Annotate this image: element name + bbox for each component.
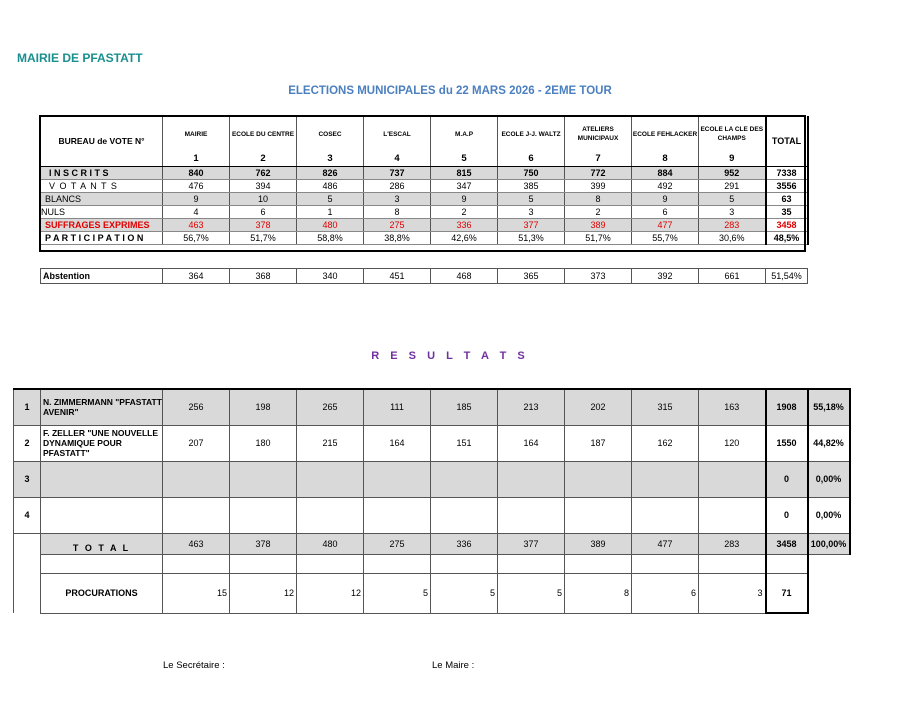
cell: 58,8%	[297, 232, 364, 245]
cell: 737	[364, 167, 431, 180]
col-header: ECOLE J-J. WALTZ	[498, 116, 565, 152]
cell: 207	[163, 425, 230, 461]
grand-total-percent: 100,00%	[808, 533, 850, 554]
row-total: 63	[766, 193, 808, 206]
table-row	[41, 180, 808, 193]
empty-cell	[632, 554, 699, 573]
col-header: MAIRIE	[163, 116, 230, 152]
cell: 336	[431, 533, 498, 554]
cell: 486	[297, 180, 364, 193]
election-title: ELECTIONS MUNICIPALES du 22 MARS 2026 - 2EME TOUR	[288, 85, 612, 97]
cell	[297, 461, 364, 497]
abstention-total: 51,54%	[766, 269, 808, 284]
procurations-total: 71	[766, 573, 808, 613]
cell: 10	[230, 193, 297, 206]
cell	[230, 497, 297, 533]
empty-cell	[699, 554, 766, 573]
list-total: 0	[766, 497, 808, 533]
row-label-votants: V O T A N T S	[41, 180, 163, 193]
cell: 884	[632, 167, 699, 180]
cell: 151	[431, 425, 498, 461]
list-percent: 0,00%	[808, 461, 850, 497]
cell: 51,7%	[565, 232, 632, 245]
cell: 213	[498, 389, 565, 425]
cell: 187	[565, 425, 632, 461]
col-header: ATELIERS MUNICIPAUX	[565, 116, 632, 152]
cell: 5	[297, 193, 364, 206]
cell: 198	[230, 389, 297, 425]
cell	[297, 497, 364, 533]
cell: 6	[632, 206, 699, 219]
cell: 164	[498, 425, 565, 461]
empty-cell	[163, 554, 230, 573]
procurations-label: PROCURATIONS	[41, 573, 163, 613]
cell: 3	[699, 206, 766, 219]
cell: 2	[565, 206, 632, 219]
cell: 762	[230, 167, 297, 180]
row-label-nuls: NULS	[41, 206, 163, 219]
empty-cell	[230, 554, 297, 573]
empty-cell	[808, 554, 850, 573]
secretaire-signature-label: Le Secrétaire :	[163, 660, 225, 671]
cell: 377	[498, 533, 565, 554]
cell: 120	[699, 425, 766, 461]
cell	[163, 497, 230, 533]
cell	[699, 461, 766, 497]
total-header: TOTAL	[766, 116, 808, 167]
col-header: M.A.P	[431, 116, 498, 152]
table-row	[14, 533, 850, 554]
cell: 389	[565, 533, 632, 554]
cell: 275	[364, 219, 431, 232]
list-name: F. ZELLER "UNE NOUVELLE DYNAMIQUE POUR PFASTATT"	[41, 425, 163, 461]
maire-signature-label: Le Maire :	[432, 660, 475, 671]
table-row	[41, 219, 808, 232]
cell: 56,7%	[163, 232, 230, 245]
table-row	[41, 269, 808, 284]
abstention-table	[40, 268, 808, 284]
cell: 275	[364, 533, 431, 554]
cell: 385	[498, 180, 565, 193]
bureau-number: 2	[230, 152, 297, 167]
cell: 256	[163, 389, 230, 425]
cell: 5	[498, 573, 565, 613]
bureau-number: 1	[163, 152, 230, 167]
cell: 12	[297, 573, 364, 613]
empty-cell	[431, 554, 498, 573]
bureau-number: 8	[632, 152, 699, 167]
table-row	[41, 167, 808, 180]
cell: 2	[431, 206, 498, 219]
cell: 477	[632, 219, 699, 232]
cell	[498, 461, 565, 497]
table-row	[14, 554, 850, 573]
row-total: 35	[766, 206, 808, 219]
list-index: 4	[14, 497, 41, 533]
cell: 394	[230, 180, 297, 193]
cell: 451	[364, 269, 431, 284]
cell: 826	[297, 167, 364, 180]
cell: 30,6%	[699, 232, 766, 245]
list-percent: 44,82%	[808, 425, 850, 461]
cell: 3	[699, 573, 766, 613]
row-label-participation: P A R T I C I P A T I O N	[41, 232, 163, 245]
col-header: COSEC	[297, 116, 364, 152]
cell: 6	[230, 206, 297, 219]
participation-table	[40, 116, 809, 245]
cell: 661	[699, 269, 766, 284]
cell: 468	[431, 269, 498, 284]
bureau-number: 6	[498, 152, 565, 167]
cell: 378	[230, 219, 297, 232]
cell: 952	[699, 167, 766, 180]
cell: 389	[565, 219, 632, 232]
cell: 291	[699, 180, 766, 193]
cell: 772	[565, 167, 632, 180]
row-label-suffrages: SUFFRAGES EXPRIMES	[41, 219, 163, 232]
resultats-title: R E S U L T A T S	[371, 350, 529, 362]
cell	[431, 497, 498, 533]
total-label: T O T A L	[41, 533, 163, 554]
table-row	[14, 461, 850, 497]
cell: 347	[431, 180, 498, 193]
cell	[632, 461, 699, 497]
cell: 8	[565, 193, 632, 206]
cell: 492	[632, 180, 699, 193]
cell: 185	[431, 389, 498, 425]
cell	[364, 497, 431, 533]
cell: 286	[364, 180, 431, 193]
list-percent: 55,18%	[808, 389, 850, 425]
cell: 477	[632, 533, 699, 554]
cell: 315	[632, 389, 699, 425]
row-label-inscrits: I N S C R I T S	[41, 167, 163, 180]
bureau-number: 9	[699, 152, 766, 167]
bureau-number: 5	[431, 152, 498, 167]
cell: 12	[230, 573, 297, 613]
cell: 750	[498, 167, 565, 180]
list-total: 1550	[766, 425, 808, 461]
cell: 5	[364, 573, 431, 613]
cell: 164	[364, 425, 431, 461]
cell: 364	[163, 269, 230, 284]
cell: 55,7%	[632, 232, 699, 245]
cell: 336	[431, 219, 498, 232]
empty-cell	[297, 554, 364, 573]
bureau-number: 4	[364, 152, 431, 167]
cell: 9	[632, 193, 699, 206]
cell: 4	[163, 206, 230, 219]
cell: 368	[230, 269, 297, 284]
col-header: ECOLE LA CLE DES CHAMPS	[699, 116, 766, 152]
cell: 840	[163, 167, 230, 180]
list-total: 0	[766, 461, 808, 497]
cell: 51,7%	[230, 232, 297, 245]
list-name	[41, 461, 163, 497]
cell: 476	[163, 180, 230, 193]
cell	[565, 461, 632, 497]
cell: 8	[565, 573, 632, 613]
list-index: 3	[14, 461, 41, 497]
col-header: ECOLE DU CENTRE	[230, 116, 297, 152]
cell: 5	[431, 573, 498, 613]
empty-cell	[766, 554, 808, 573]
row-label-blancs: BLANCS	[41, 193, 163, 206]
cell	[632, 497, 699, 533]
cell: 378	[230, 533, 297, 554]
resultats-table	[13, 388, 851, 614]
cell: 283	[699, 533, 766, 554]
cell: 162	[632, 425, 699, 461]
cell: 377	[498, 219, 565, 232]
cell: 163	[699, 389, 766, 425]
cell: 15	[163, 573, 230, 613]
table-row	[41, 193, 808, 206]
col-header: ECOLE FEHLACKER	[632, 116, 699, 152]
cell: 42,6%	[431, 232, 498, 245]
row-total: 7338	[766, 167, 808, 180]
cell: 9	[431, 193, 498, 206]
cell	[230, 461, 297, 497]
cell: 480	[297, 533, 364, 554]
cell: 5	[699, 193, 766, 206]
table-row	[14, 497, 850, 533]
cell: 480	[297, 219, 364, 232]
empty-cell	[14, 573, 41, 613]
list-name: N. ZIMMERMANN "PFASTATT AVENIR"	[41, 389, 163, 425]
cell	[498, 497, 565, 533]
empty-cell	[41, 554, 163, 573]
cell: 815	[431, 167, 498, 180]
bureau-number: 3	[297, 152, 364, 167]
cell: 5	[498, 193, 565, 206]
cell: 399	[565, 180, 632, 193]
empty-cell	[808, 573, 850, 613]
cell: 8	[364, 206, 431, 219]
list-index: 2	[14, 425, 41, 461]
cell: 1	[297, 206, 364, 219]
cell: 373	[565, 269, 632, 284]
row-total: 3458	[766, 219, 808, 232]
empty-cell	[565, 554, 632, 573]
cell: 180	[230, 425, 297, 461]
table-row	[14, 425, 850, 461]
cell: 215	[297, 425, 364, 461]
grand-total: 3458	[766, 533, 808, 554]
empty-cell	[498, 554, 565, 573]
table-row	[41, 206, 808, 219]
cell: 3	[364, 193, 431, 206]
empty-cell	[364, 554, 431, 573]
cell	[699, 497, 766, 533]
cell: 463	[163, 219, 230, 232]
row-total: 3556	[766, 180, 808, 193]
cell: 51,3%	[498, 232, 565, 245]
list-index: 1	[14, 389, 41, 425]
cell: 283	[699, 219, 766, 232]
cell: 3	[498, 206, 565, 219]
list-percent: 0,00%	[808, 497, 850, 533]
cell: 340	[297, 269, 364, 284]
cell: 463	[163, 533, 230, 554]
empty-cell	[14, 533, 41, 554]
cell: 38,8%	[364, 232, 431, 245]
cell: 6	[632, 573, 699, 613]
empty-cell	[14, 554, 41, 573]
cell	[431, 461, 498, 497]
cell: 9	[163, 193, 230, 206]
row-total: 48,5%	[766, 232, 808, 245]
bureau-label: BUREAU de VOTE N°	[41, 116, 163, 167]
cell	[565, 497, 632, 533]
list-name	[41, 497, 163, 533]
mairie-title: MAIRIE DE PFASTATT	[17, 51, 143, 65]
list-total: 1908	[766, 389, 808, 425]
cell	[364, 461, 431, 497]
col-header: L'ESCAL	[364, 116, 431, 152]
abstention-label: Abstention	[41, 269, 163, 284]
table-row	[41, 232, 808, 245]
bureau-number: 7	[565, 152, 632, 167]
cell: 202	[565, 389, 632, 425]
table-row	[14, 573, 850, 613]
cell: 111	[364, 389, 431, 425]
cell: 365	[498, 269, 565, 284]
cell	[163, 461, 230, 497]
cell: 265	[297, 389, 364, 425]
table-row	[14, 389, 850, 425]
cell: 392	[632, 269, 699, 284]
